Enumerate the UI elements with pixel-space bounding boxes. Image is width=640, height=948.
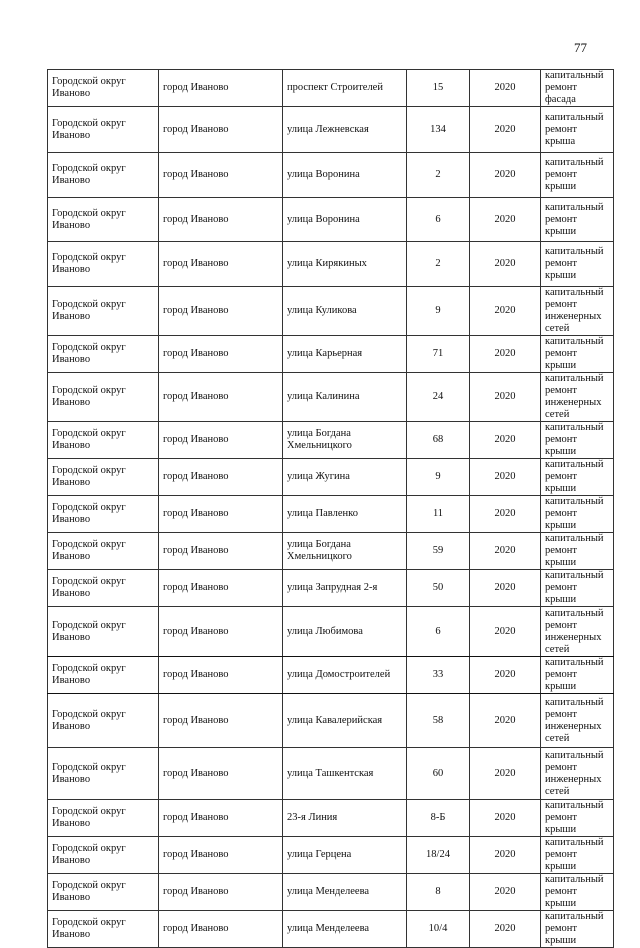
table-row [48, 242, 614, 287]
table-row [48, 198, 614, 242]
house-number-cell: 71 [407, 336, 470, 373]
work-type-cell: капитальный ремонт крыши [541, 911, 614, 948]
work-type-cell: капитальный ремонт крыши [541, 336, 614, 373]
city-cell: город Иваново [159, 694, 283, 748]
city-cell: город Иваново [159, 153, 283, 198]
year-cell: 2020 [470, 694, 541, 748]
house-number-cell: 60 [407, 748, 470, 800]
work-type-cell: капитальный ремонт крыши [541, 800, 614, 837]
work-type-cell: капитальный ремонт фасада [541, 70, 614, 107]
district-cell: Городской округ Иваново [48, 570, 159, 607]
district-cell: Городской округ Иваново [48, 107, 159, 153]
street-cell: улица Калинина [283, 373, 407, 422]
street-cell: улица Герцена [283, 837, 407, 874]
city-cell: город Иваново [159, 911, 283, 948]
district-cell: Городской округ Иваново [48, 373, 159, 422]
year-cell: 2020 [470, 748, 541, 800]
table-row [48, 748, 614, 800]
street-cell: улица Куликова [283, 287, 407, 336]
table-row [48, 533, 614, 570]
street-cell: улица Кирякиных [283, 242, 407, 287]
house-number-cell: 134 [407, 107, 470, 153]
district-cell: Городской округ Иваново [48, 153, 159, 198]
street-cell: улица Воронина [283, 153, 407, 198]
work-type-cell: капитальный ремонт крыши [541, 657, 614, 694]
house-number-cell: 6 [407, 607, 470, 657]
city-cell: город Иваново [159, 198, 283, 242]
city-cell: город Иваново [159, 496, 283, 533]
house-number-cell: 24 [407, 373, 470, 422]
year-cell: 2020 [470, 198, 541, 242]
house-number-cell: 8-Б [407, 800, 470, 837]
street-cell: улица Воронина [283, 198, 407, 242]
street-cell: улица Богдана Хмельницкого [283, 422, 407, 459]
year-cell: 2020 [470, 107, 541, 153]
house-number-cell: 9 [407, 287, 470, 336]
street-cell: улица Домостроителей [283, 657, 407, 694]
street-cell: проспект Строителей [283, 70, 407, 107]
district-cell: Городской округ Иваново [48, 287, 159, 336]
street-cell: улица Менделеева [283, 911, 407, 948]
city-cell: город Иваново [159, 570, 283, 607]
table-row [48, 459, 614, 496]
year-cell: 2020 [470, 657, 541, 694]
table-row [48, 496, 614, 533]
year-cell: 2020 [470, 570, 541, 607]
street-cell: улица Жугина [283, 459, 407, 496]
street-cell: улица Лежневская [283, 107, 407, 153]
city-cell: город Иваново [159, 70, 283, 107]
house-number-cell: 2 [407, 153, 470, 198]
page-number: 77 [574, 40, 587, 55]
work-type-cell: капитальный ремонт инженерных сетей [541, 748, 614, 800]
district-cell: Городской округ Иваново [48, 874, 159, 911]
table-row [48, 607, 614, 657]
year-cell: 2020 [470, 874, 541, 911]
city-cell: город Иваново [159, 287, 283, 336]
repair-schedule-table [47, 69, 614, 948]
city-cell: город Иваново [159, 373, 283, 422]
city-cell: город Иваново [159, 800, 283, 837]
house-number-cell: 50 [407, 570, 470, 607]
house-number-cell: 68 [407, 422, 470, 459]
street-cell: улица Менделеева [283, 874, 407, 911]
year-cell: 2020 [470, 422, 541, 459]
district-cell: Городской округ Иваново [48, 748, 159, 800]
table-row [48, 422, 614, 459]
work-type-cell: капитальный ремонт крыши [541, 459, 614, 496]
table-row [48, 570, 614, 607]
city-cell: город Иваново [159, 459, 283, 496]
house-number-cell: 9 [407, 459, 470, 496]
work-type-cell: капитальный ремонт крыши [541, 570, 614, 607]
work-type-cell: капитальный ремонт инженерных сетей [541, 694, 614, 748]
district-cell: Городской округ Иваново [48, 198, 159, 242]
work-type-cell: капитальный ремонт крыши [541, 422, 614, 459]
table-row [48, 373, 614, 422]
district-cell: Городской округ Иваново [48, 422, 159, 459]
table-row [48, 287, 614, 336]
work-type-cell: капитальный ремонт крыши [541, 837, 614, 874]
district-cell: Городской округ Иваново [48, 496, 159, 533]
city-cell: город Иваново [159, 533, 283, 570]
district-cell: Городской округ Иваново [48, 657, 159, 694]
year-cell: 2020 [470, 607, 541, 657]
house-number-cell: 58 [407, 694, 470, 748]
street-cell: 23-я Линия [283, 800, 407, 837]
table-row [48, 70, 614, 107]
district-cell: Городской округ Иваново [48, 911, 159, 948]
city-cell: город Иваново [159, 107, 283, 153]
house-number-cell: 33 [407, 657, 470, 694]
table-row [48, 911, 614, 948]
house-number-cell: 59 [407, 533, 470, 570]
year-cell: 2020 [470, 911, 541, 948]
house-number-cell: 8 [407, 874, 470, 911]
street-cell: улица Любимова [283, 607, 407, 657]
city-cell: город Иваново [159, 837, 283, 874]
city-cell: город Иваново [159, 748, 283, 800]
district-cell: Городской округ Иваново [48, 800, 159, 837]
street-cell: улица Кавалерийская [283, 694, 407, 748]
work-type-cell: капитальный ремонт крыши [541, 496, 614, 533]
year-cell: 2020 [470, 336, 541, 373]
year-cell: 2020 [470, 373, 541, 422]
district-cell: Городской округ Иваново [48, 607, 159, 657]
house-number-cell: 10/4 [407, 911, 470, 948]
house-number-cell: 15 [407, 70, 470, 107]
year-cell: 2020 [470, 496, 541, 533]
city-cell: город Иваново [159, 874, 283, 911]
table-row [48, 336, 614, 373]
city-cell: город Иваново [159, 242, 283, 287]
table-row [48, 153, 614, 198]
district-cell: Городской округ Иваново [48, 242, 159, 287]
table-row [48, 800, 614, 837]
street-cell: улица Ташкентская [283, 748, 407, 800]
year-cell: 2020 [470, 533, 541, 570]
district-cell: Городской округ Иваново [48, 837, 159, 874]
work-type-cell: капитальный ремонт крыши [541, 242, 614, 287]
year-cell: 2020 [470, 242, 541, 287]
work-type-cell: капитальный ремонт инженерных сетей [541, 287, 614, 336]
work-type-cell: капитальный ремонт крыши [541, 198, 614, 242]
year-cell: 2020 [470, 287, 541, 336]
year-cell: 2020 [470, 459, 541, 496]
table-row [48, 837, 614, 874]
year-cell: 2020 [470, 153, 541, 198]
work-type-cell: капитальный ремонт инженерных сетей [541, 373, 614, 422]
district-cell: Городской округ Иваново [48, 694, 159, 748]
city-cell: город Иваново [159, 336, 283, 373]
work-type-cell: капитальный ремонт крыши [541, 874, 614, 911]
city-cell: город Иваново [159, 422, 283, 459]
house-number-cell: 6 [407, 198, 470, 242]
district-cell: Городской округ Иваново [48, 336, 159, 373]
table-row [48, 657, 614, 694]
work-type-cell: капитальный ремонт инженерных сетей [541, 607, 614, 657]
district-cell: Городской округ Иваново [48, 459, 159, 496]
year-cell: 2020 [470, 800, 541, 837]
house-number-cell: 2 [407, 242, 470, 287]
work-type-cell: капитальный ремонт крыша [541, 107, 614, 153]
district-cell: Городской округ Иваново [48, 70, 159, 107]
table-row [48, 107, 614, 153]
house-number-cell: 18/24 [407, 837, 470, 874]
street-cell: улица Богдана Хмельницкого [283, 533, 407, 570]
year-cell: 2020 [470, 837, 541, 874]
city-cell: город Иваново [159, 657, 283, 694]
street-cell: улица Запрудная 2-я [283, 570, 407, 607]
table-row [48, 694, 614, 748]
year-cell: 2020 [470, 70, 541, 107]
house-number-cell: 11 [407, 496, 470, 533]
work-type-cell: капитальный ремонт крыши [541, 533, 614, 570]
street-cell: улица Карьерная [283, 336, 407, 373]
work-type-cell: капитальный ремонт крыши [541, 153, 614, 198]
city-cell: город Иваново [159, 607, 283, 657]
street-cell: улица Павленко [283, 496, 407, 533]
district-cell: Городской округ Иваново [48, 533, 159, 570]
